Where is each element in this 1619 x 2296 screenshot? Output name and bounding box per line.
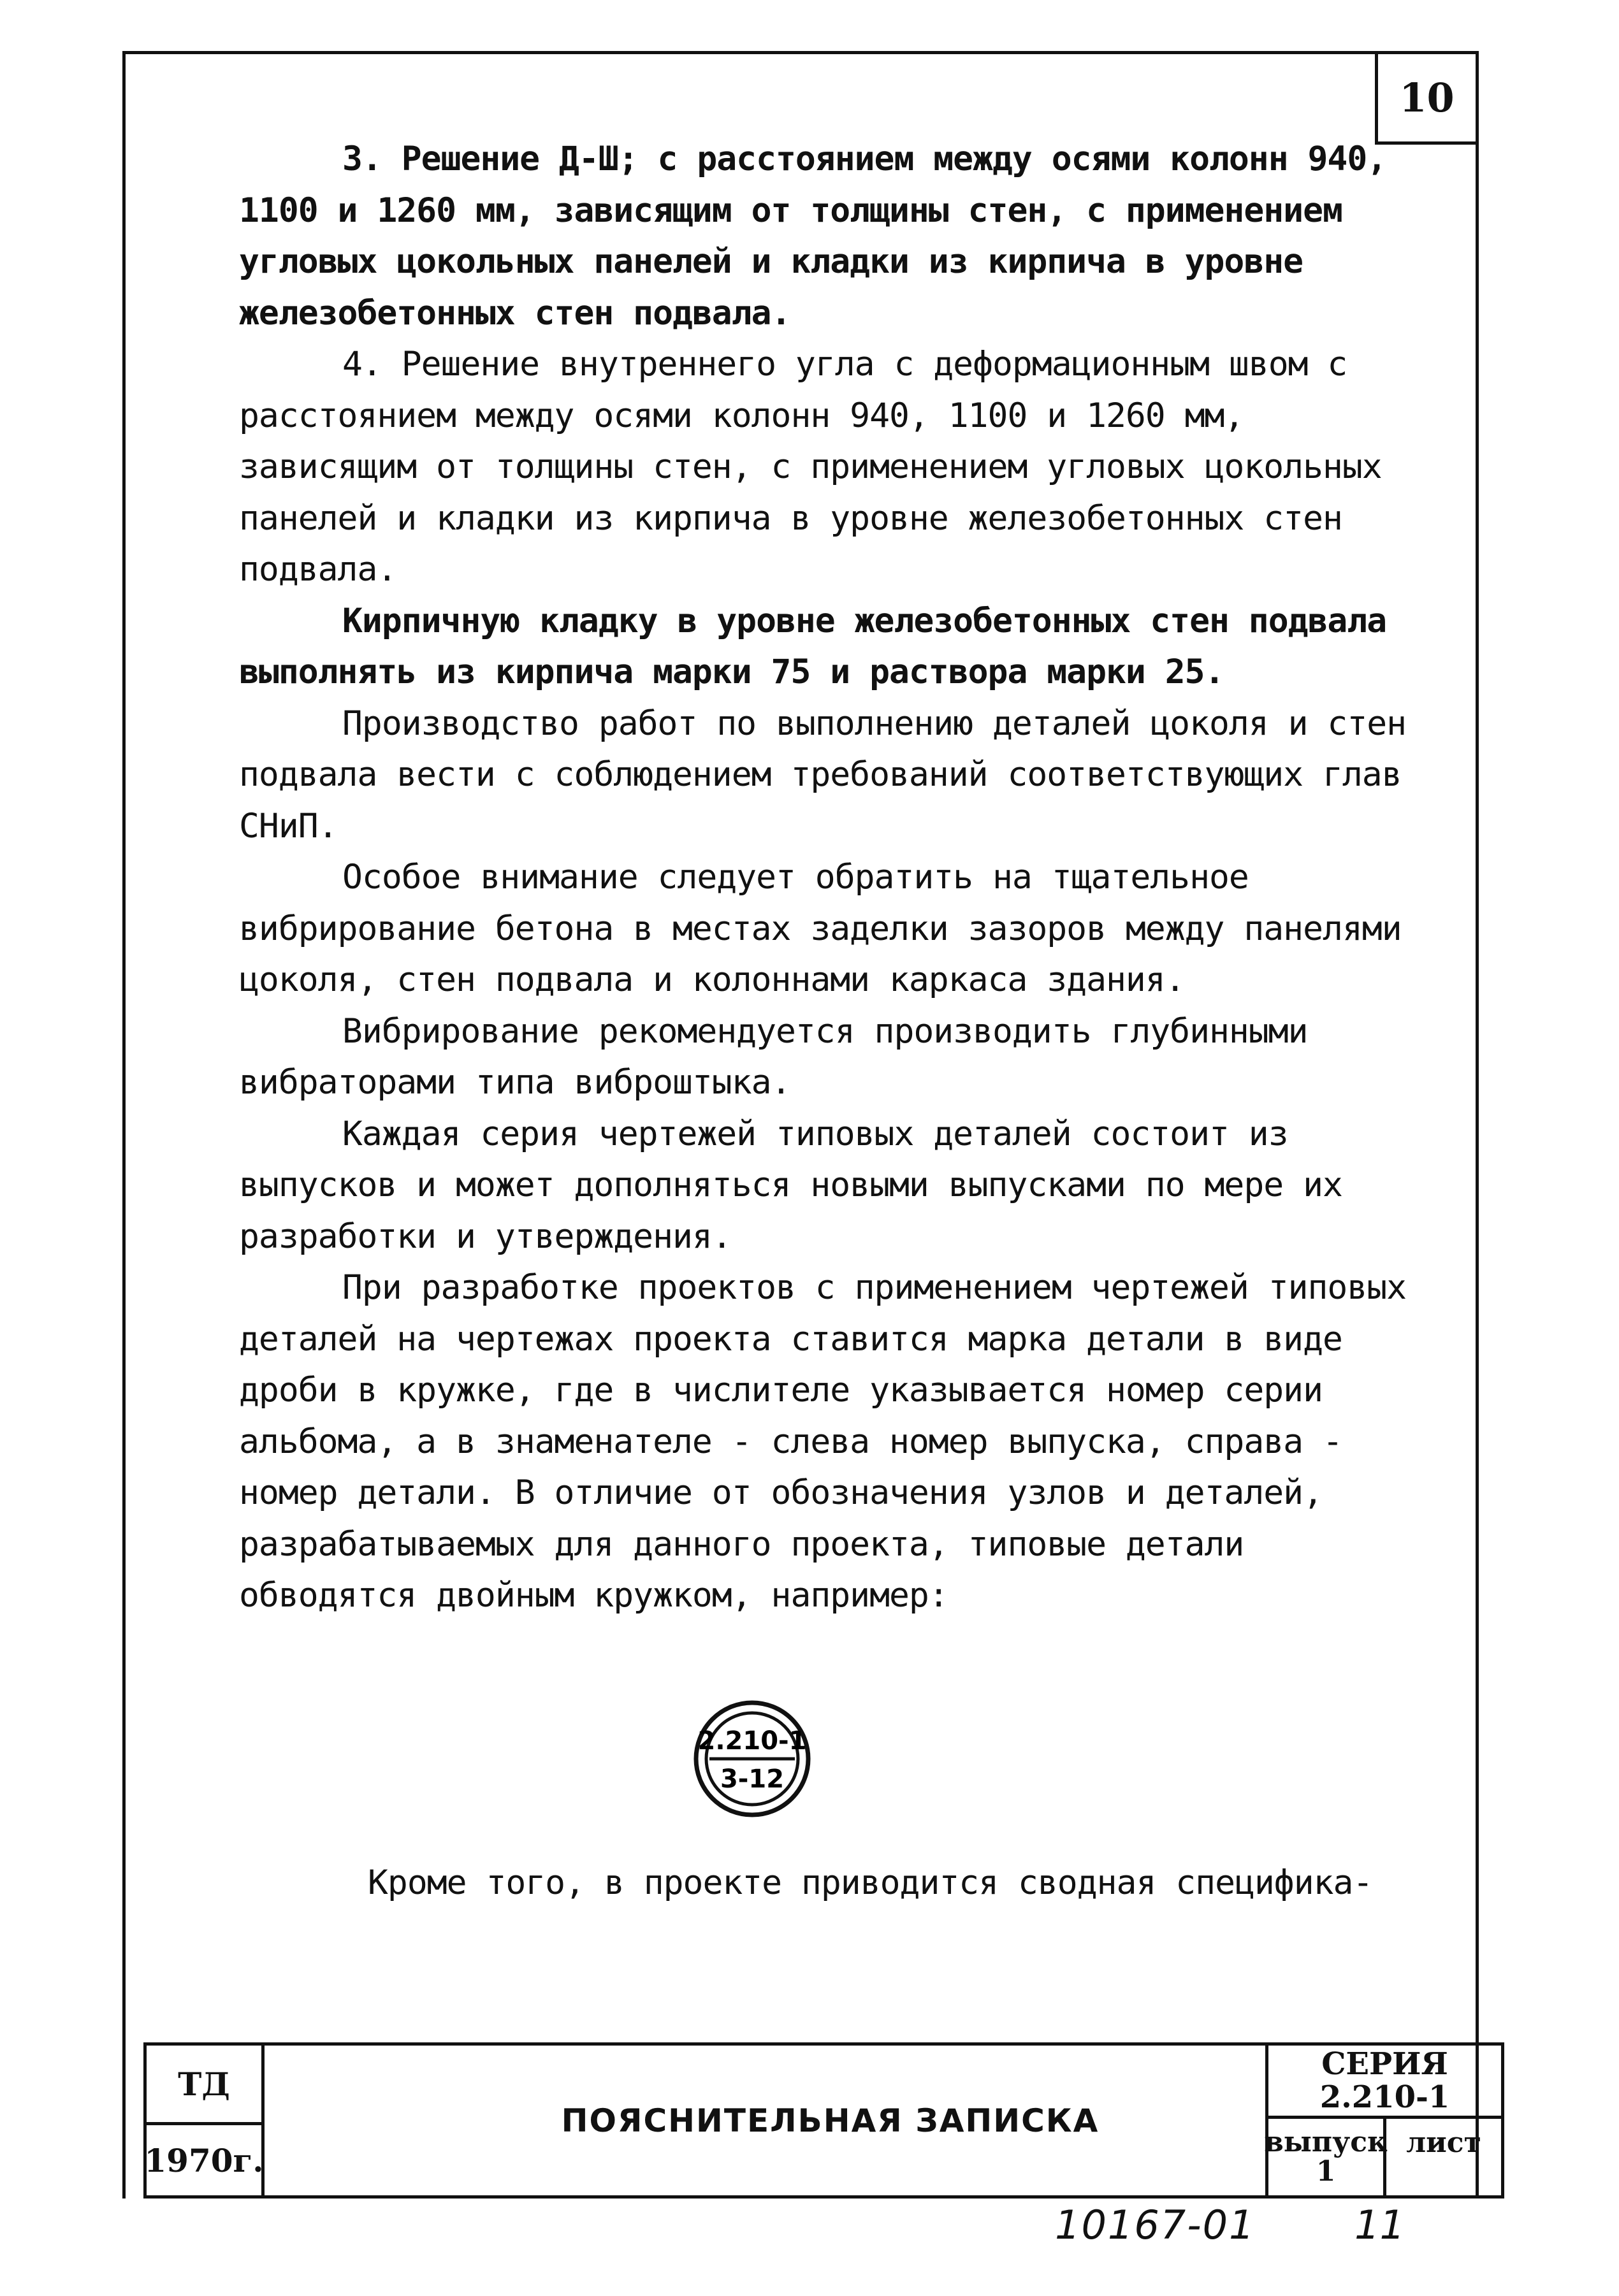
- paragraph: 4. Решение внутреннего угла с деформационным швом с расстоянием между осями колонн 940, 1100 и 1260 мм, зависящим от толщины стен, с применением угловых цокольных панелей и кладки из кирпича в уровне железобетонных стен подвала.: [239, 345, 1382, 589]
- series-cell: [1265, 2046, 1501, 2119]
- body-text: [239, 134, 1425, 1622]
- issue-value: 1: [1316, 2155, 1336, 2188]
- mark-numerator: 2.210-1: [697, 1726, 807, 1756]
- paragraph: Кирпичную кладку в уровне железобетонных стен подвала выполнять из кирпича марки 75 и раствора марки 25.: [239, 601, 1387, 691]
- page-number: 10: [1375, 54, 1476, 145]
- paragraph: При разработке проектов с применением чертежей типовых деталей на чертежах проекта ставится марка детали в виде дроби в кружке, где в числителе указывается номер серии альбома, а в знаменателе - слева номер выпуска, справа - номер детали. В отличие от обозначения узлов и деталей, разрабатываемых для данного проекта, типовые детали обводятся двойным кружком, например:: [239, 1268, 1407, 1615]
- archive-code: 10167-01: [1055, 2202, 1256, 2248]
- title-block: [143, 2042, 1504, 2199]
- issue-cell: [1265, 2119, 1386, 2195]
- last-line: Кроме того, в проекте приводится сводная специфика-: [368, 1863, 1373, 1902]
- double-circle-mark: [692, 1698, 813, 1819]
- series-value: 2.210-1: [1319, 2079, 1450, 2115]
- paragraph: Вибрирование рекомендуется производить глубинными вибраторами типа виброштыка.: [239, 1011, 1308, 1102]
- issue-label: выпуск: [1264, 2126, 1388, 2158]
- paragraph: 3. Решение Д-Ш; с расстоянием между осями колонн 940, 1100 и 1260 мм, зависящим от толщины стен, с применением угловых цокольных панелей и кладки из кирпича в уровне железобетонных стен подвала.: [239, 140, 1387, 333]
- series-label: СЕРИЯ: [1321, 2046, 1448, 2082]
- td-label: ТД: [147, 2046, 265, 2125]
- mark-denominator: 3-12: [720, 1765, 785, 1794]
- paragraph: Производство работ по выполнению деталей цоколя и стен подвала вести с соблюдением требований соответствующих глав СНиП.: [239, 704, 1407, 846]
- sheet-label: лист: [1406, 2126, 1481, 2159]
- document-title: ПОЯСНИТЕЛЬНАЯ ЗАПИСКА: [561, 2102, 1100, 2139]
- archive-sheet-number: 11: [1354, 2202, 1405, 2248]
- year-label: 1970г.: [147, 2125, 265, 2195]
- paragraph: Особое внимание следует обратить на тщательное вибрирование бетона в местах заделки зазоров между панелями цоколя, стен подвала и колоннами каркаса здания.: [239, 858, 1402, 999]
- paragraph: Каждая серия чертежей типовых деталей состоит из выпусков и может дополняться новыми выпусками по мере их разработки и утверждения.: [239, 1114, 1342, 1256]
